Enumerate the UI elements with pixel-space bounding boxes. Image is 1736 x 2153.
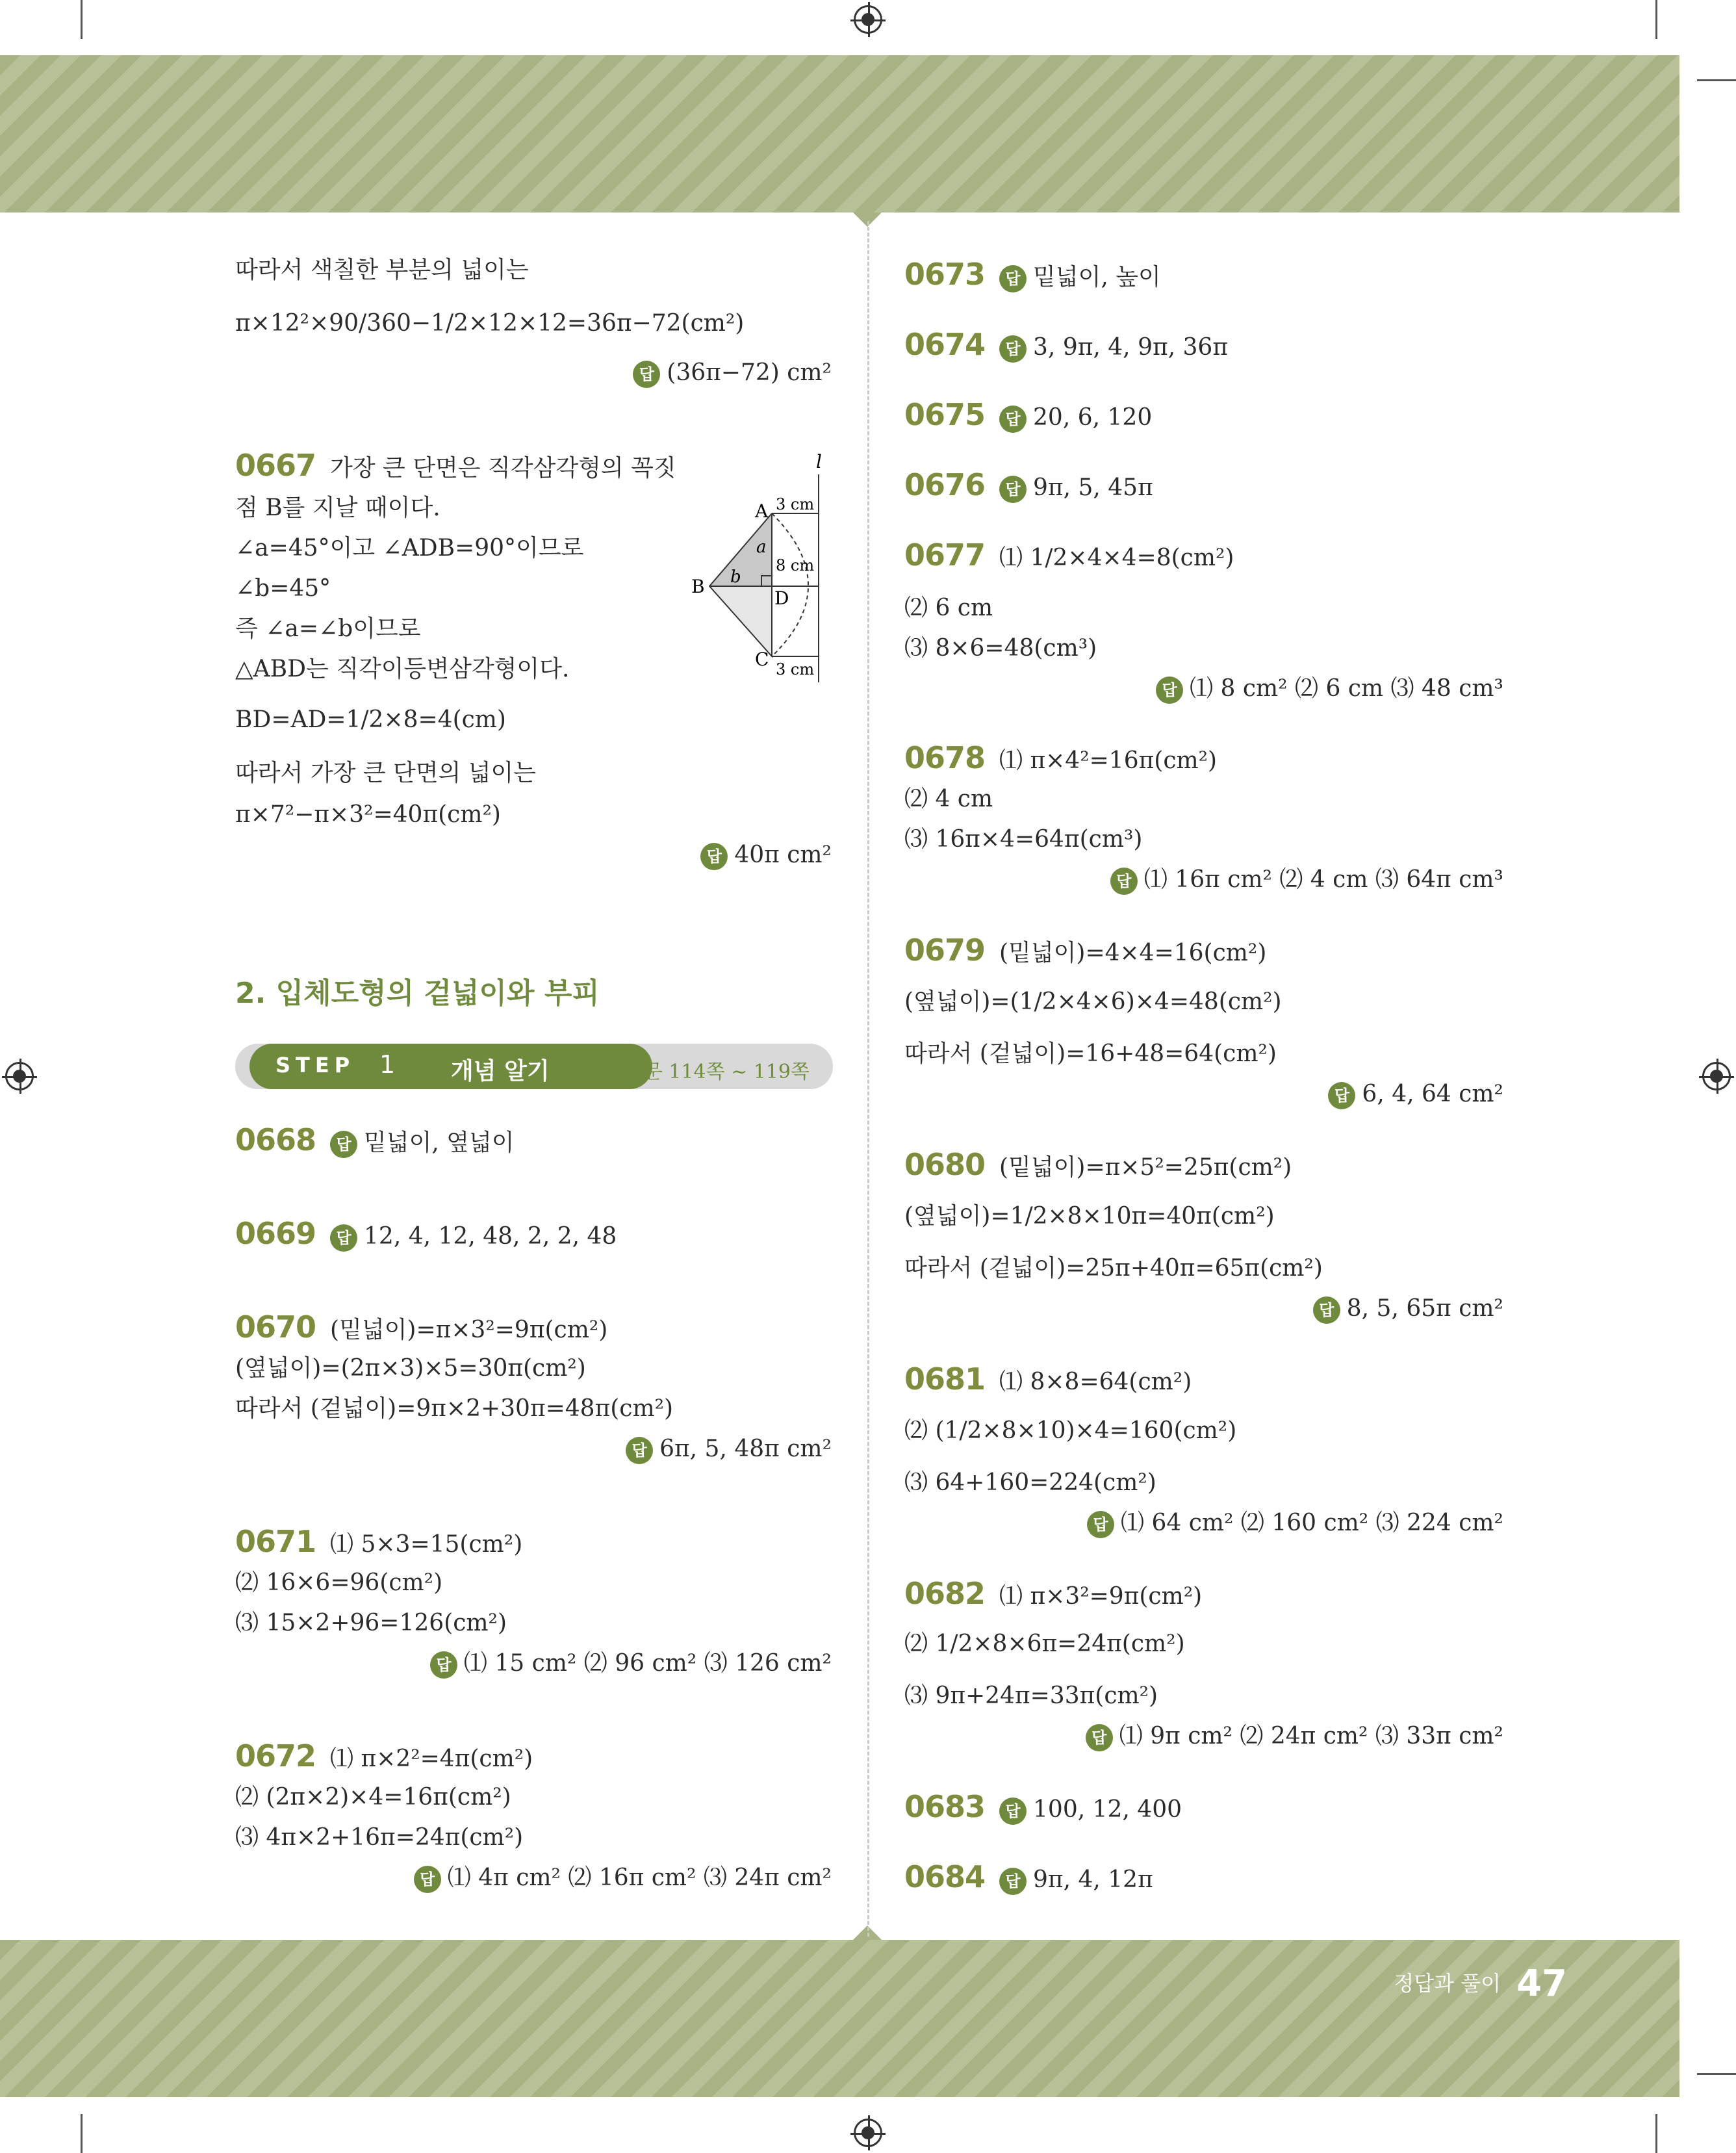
answer-line	[626, 1434, 832, 1465]
formula-line: ⑵ (1/2×8×10)×4=160(cm²)	[904, 1417, 1237, 1444]
label-a: a	[756, 537, 767, 557]
answer-icon: 답	[330, 1224, 357, 1252]
problem-0683	[904, 1791, 1182, 1825]
problem-0681	[904, 1363, 1192, 1398]
answer-icon: 답	[626, 1437, 653, 1464]
text-line: ∠a=45°이고 ∠ADB=90°이므로	[235, 535, 584, 561]
page-number: 47	[1516, 1963, 1567, 2005]
label-D: D	[774, 587, 789, 609]
problem-number: 0679	[904, 933, 986, 968]
answer-line	[414, 1863, 832, 1894]
text-line: 점 B를 지날 때이다.	[235, 495, 440, 521]
page-reference: 본문 114쪽 ~ 119쪽	[624, 1061, 810, 1083]
text-line: ∠b=45°	[235, 575, 331, 602]
answer-icon: 답	[1328, 1082, 1355, 1109]
label-top-3cm: 3 cm	[776, 495, 815, 513]
formula-line: 따라서 (겉넓이)=9π×2+30π=48π(cm²)	[235, 1395, 674, 1422]
answer-text: 12, 4, 12, 48, 2, 2, 48	[364, 1223, 617, 1250]
problem-number: 0672	[235, 1738, 316, 1773]
answer-icon: 답	[999, 335, 1027, 363]
crop-mark	[81, 0, 83, 39]
crop-mark	[1655, 2114, 1657, 2153]
registration-mark-icon	[5, 1062, 34, 1090]
crop-mark	[1697, 79, 1736, 81]
answer-text: ⑴ 15 cm² ⑵ 96 cm² ⑶ 126 cm²	[463, 1650, 832, 1677]
formula-line: (옆넓이)=(2π×3)×5=30π(cm²)	[235, 1355, 586, 1382]
formula-line: 따라서 (겉넓이)=25π+40π=65π(cm²)	[904, 1255, 1323, 1282]
text-line: 가장 큰 단면은 직각삼각형의 꼭짓	[330, 455, 676, 482]
text-line: 따라서 색칠한 부분의 넓이는	[235, 257, 529, 283]
footer-label: 정답과 풀이	[1394, 1971, 1501, 1996]
label-b: b	[730, 567, 741, 587]
problem-0675	[904, 399, 1152, 433]
registration-mark-icon	[854, 5, 882, 34]
answer-text: 8, 5, 65π cm²	[1346, 1295, 1503, 1322]
answer-icon: 답	[1087, 1511, 1114, 1538]
answer-text: 6π, 5, 48π cm²	[659, 1436, 832, 1462]
answer-text: ⑴ 9π cm² ⑵ 24π cm² ⑶ 33π cm²	[1119, 1723, 1503, 1749]
problem-number: 0682	[904, 1576, 986, 1611]
answer-icon: 답	[700, 843, 728, 870]
problem-number: 0674	[904, 327, 986, 362]
formula-line: ⑶ 15×2+96=126(cm²)	[235, 1610, 507, 1636]
answer-text: ⑴ 4π cm² ⑵ 16π cm² ⑶ 24π cm²	[447, 1864, 832, 1891]
problem-number: 0676	[904, 467, 986, 502]
step-pill	[249, 1044, 652, 1089]
answer-icon: 답	[633, 361, 660, 388]
answer-text: 20, 6, 120	[1033, 404, 1153, 431]
formula-line: π×12²×90/360−1/2×12×12=36π−72(cm²)	[235, 310, 745, 337]
formula-line: (밑넓이)=π×5²=25π(cm²)	[999, 1154, 1292, 1181]
registration-mark-icon	[854, 2119, 882, 2147]
problem-0672	[235, 1740, 533, 1775]
problem-number: 0684	[904, 1859, 986, 1894]
formula-line: (옆넓이)=1/2×8×10π=40π(cm²)	[904, 1203, 1275, 1230]
problem-0670	[235, 1311, 607, 1346]
problem-number: 0683	[904, 1789, 986, 1824]
problem-0680	[904, 1149, 1292, 1183]
problem-0671	[235, 1526, 522, 1560]
label-8cm: 8 cm	[776, 556, 815, 574]
formula-line: ⑵ 4 cm	[904, 786, 993, 812]
formula-line: (밑넓이)=4×4=16(cm²)	[999, 940, 1267, 966]
registration-mark-icon	[1702, 1062, 1731, 1090]
answer-line	[1086, 1721, 1503, 1752]
answer-icon: 답	[330, 1131, 357, 1158]
text-line: 즉 ∠a=∠b이므로	[235, 615, 421, 642]
problem-0673	[904, 259, 1161, 293]
problem-0684	[904, 1861, 1153, 1896]
answer-line	[430, 1648, 832, 1679]
column-divider	[867, 221, 869, 1937]
formula-line: ⑵ 16×6=96(cm²)	[235, 1569, 443, 1596]
label-bottom-3cm: 3 cm	[776, 660, 815, 678]
step-number: 1	[379, 1050, 396, 1079]
answer-icon: 답	[999, 406, 1027, 433]
answer-icon: 답	[430, 1651, 457, 1679]
answer-icon: 답	[1110, 868, 1138, 895]
answer-text: 6, 4, 64 cm²	[1362, 1081, 1503, 1107]
problem-0668	[235, 1124, 515, 1159]
answer-icon: 답	[1156, 677, 1183, 704]
formula-line: (옆넓이)=(1/2×4×6)×4=48(cm²)	[904, 988, 1282, 1015]
problem-number: 0681	[904, 1361, 986, 1397]
step-label: STEP	[275, 1053, 355, 1077]
problem-number: 0667	[235, 448, 316, 483]
formula-line: ⑴ π×4²=16π(cm²)	[999, 747, 1218, 774]
label-C: C	[755, 649, 769, 670]
problem-0678	[904, 742, 1217, 777]
problem-number: 0675	[904, 397, 986, 432]
answer-line	[1328, 1079, 1503, 1110]
formula-line: ⑴ 1/2×4×4=8(cm²)	[999, 545, 1234, 571]
answer-text: ⑴ 8 cm² ⑵ 6 cm ⑶ 48 cm³	[1190, 675, 1503, 702]
answer-text: 100, 12, 400	[1033, 1796, 1182, 1823]
problem-number: 0670	[235, 1309, 316, 1345]
text-line: △ABD는 직각이등변삼각형이다.	[235, 656, 570, 682]
crop-mark	[81, 2114, 83, 2153]
problem-number: 0678	[904, 740, 986, 775]
answer-line	[1110, 864, 1503, 896]
triangle-rotation-diagram	[689, 448, 845, 689]
answer-line	[1313, 1293, 1503, 1324]
formula-line: ⑴ π×3²=9π(cm²)	[999, 1583, 1203, 1610]
formula-line: ⑶ 64+160=224(cm²)	[904, 1469, 1156, 1496]
formula-line: ⑶ 16π×4=64π(cm³)	[904, 826, 1143, 853]
answer-icon: 답	[1313, 1296, 1340, 1324]
formula-line: ⑴ 5×3=15(cm²)	[330, 1531, 523, 1558]
problem-0682	[904, 1578, 1202, 1612]
answer-text: (36π−72) cm²	[667, 359, 832, 386]
formula-line: π×7²−π×3²=40π(cm²)	[235, 801, 501, 828]
label-l: l	[816, 451, 822, 472]
formula-line: (밑넓이)=π×3²=9π(cm²)	[330, 1317, 608, 1343]
step-bar	[235, 1044, 833, 1089]
answer-line	[633, 357, 832, 389]
formula-line: ⑵ (2π×2)×4=16π(cm²)	[235, 1784, 511, 1811]
problem-0679	[904, 935, 1266, 969]
rotation-arc	[772, 513, 808, 656]
answer-icon: 답	[999, 1798, 1027, 1825]
problem-number: 0668	[235, 1122, 316, 1157]
problem-number: 0671	[235, 1524, 316, 1559]
answer-icon: 답	[1086, 1724, 1113, 1751]
answer-text: ⑴ 64 cm² ⑵ 160 cm² ⑶ 224 cm²	[1121, 1510, 1503, 1536]
problem-number: 0677	[904, 537, 986, 573]
text-line: 따라서 가장 큰 단면의 넓이는	[235, 760, 537, 786]
answer-text: 3, 9π, 4, 9π, 36π	[1033, 334, 1228, 361]
problem-number: 0673	[904, 257, 986, 292]
answer-text: ⑴ 16π cm² ⑵ 4 cm ⑶ 64π cm³	[1143, 866, 1503, 893]
problem-number: 0680	[904, 1147, 986, 1182]
problem-0677	[904, 539, 1234, 574]
page-footer	[1394, 1963, 1567, 2005]
crop-mark	[1655, 0, 1657, 39]
step-title: 개념 알기	[451, 1058, 550, 1085]
label-A: A	[755, 500, 769, 522]
problem-0669	[235, 1218, 617, 1252]
section-heading: 2. 입체도형의 겉넓이와 부피	[235, 977, 600, 1010]
problem-0674	[904, 329, 1228, 363]
answer-icon: 답	[999, 476, 1027, 503]
problem-0676	[904, 469, 1153, 504]
answer-icon: 답	[999, 1868, 1027, 1895]
answer-text: 9π, 4, 12π	[1033, 1866, 1153, 1893]
answer-line	[700, 840, 832, 871]
crop-mark	[1697, 2073, 1736, 2075]
formula-line: ⑶ 8×6=48(cm³)	[904, 635, 1097, 662]
label-B: B	[691, 576, 705, 597]
formula-line: ⑶ 4π×2+16π=24π(cm²)	[235, 1824, 524, 1851]
formula-line: ⑴ 8×8=64(cm²)	[999, 1369, 1192, 1395]
answer-line	[1087, 1508, 1503, 1539]
answer-line	[1156, 673, 1503, 704]
answer-icon: 답	[999, 265, 1027, 292]
formula-line: BD=AD=1/2×8=4(cm)	[235, 706, 506, 733]
answer-text: 밑넓이, 높이	[1033, 264, 1161, 290]
formula-line: ⑵ 1/2×8×6π=24π(cm²)	[904, 1631, 1185, 1657]
answer-text: 9π, 5, 45π	[1033, 474, 1153, 501]
formula-line: ⑶ 9π+24π=33π(cm²)	[904, 1682, 1158, 1709]
problem-0667	[235, 450, 676, 484]
answer-text: 밑넓이, 옆넓이	[364, 1129, 515, 1156]
formula-line: ⑵ 6 cm	[904, 595, 993, 621]
formula-line: 따라서 (겉넓이)=16+48=64(cm²)	[904, 1040, 1277, 1067]
header-band	[0, 55, 1679, 213]
formula-line: ⑴ π×2²=4π(cm²)	[330, 1746, 533, 1772]
answer-text: 40π cm²	[734, 842, 832, 868]
problem-number: 0669	[235, 1216, 316, 1251]
answer-icon: 답	[414, 1866, 441, 1893]
